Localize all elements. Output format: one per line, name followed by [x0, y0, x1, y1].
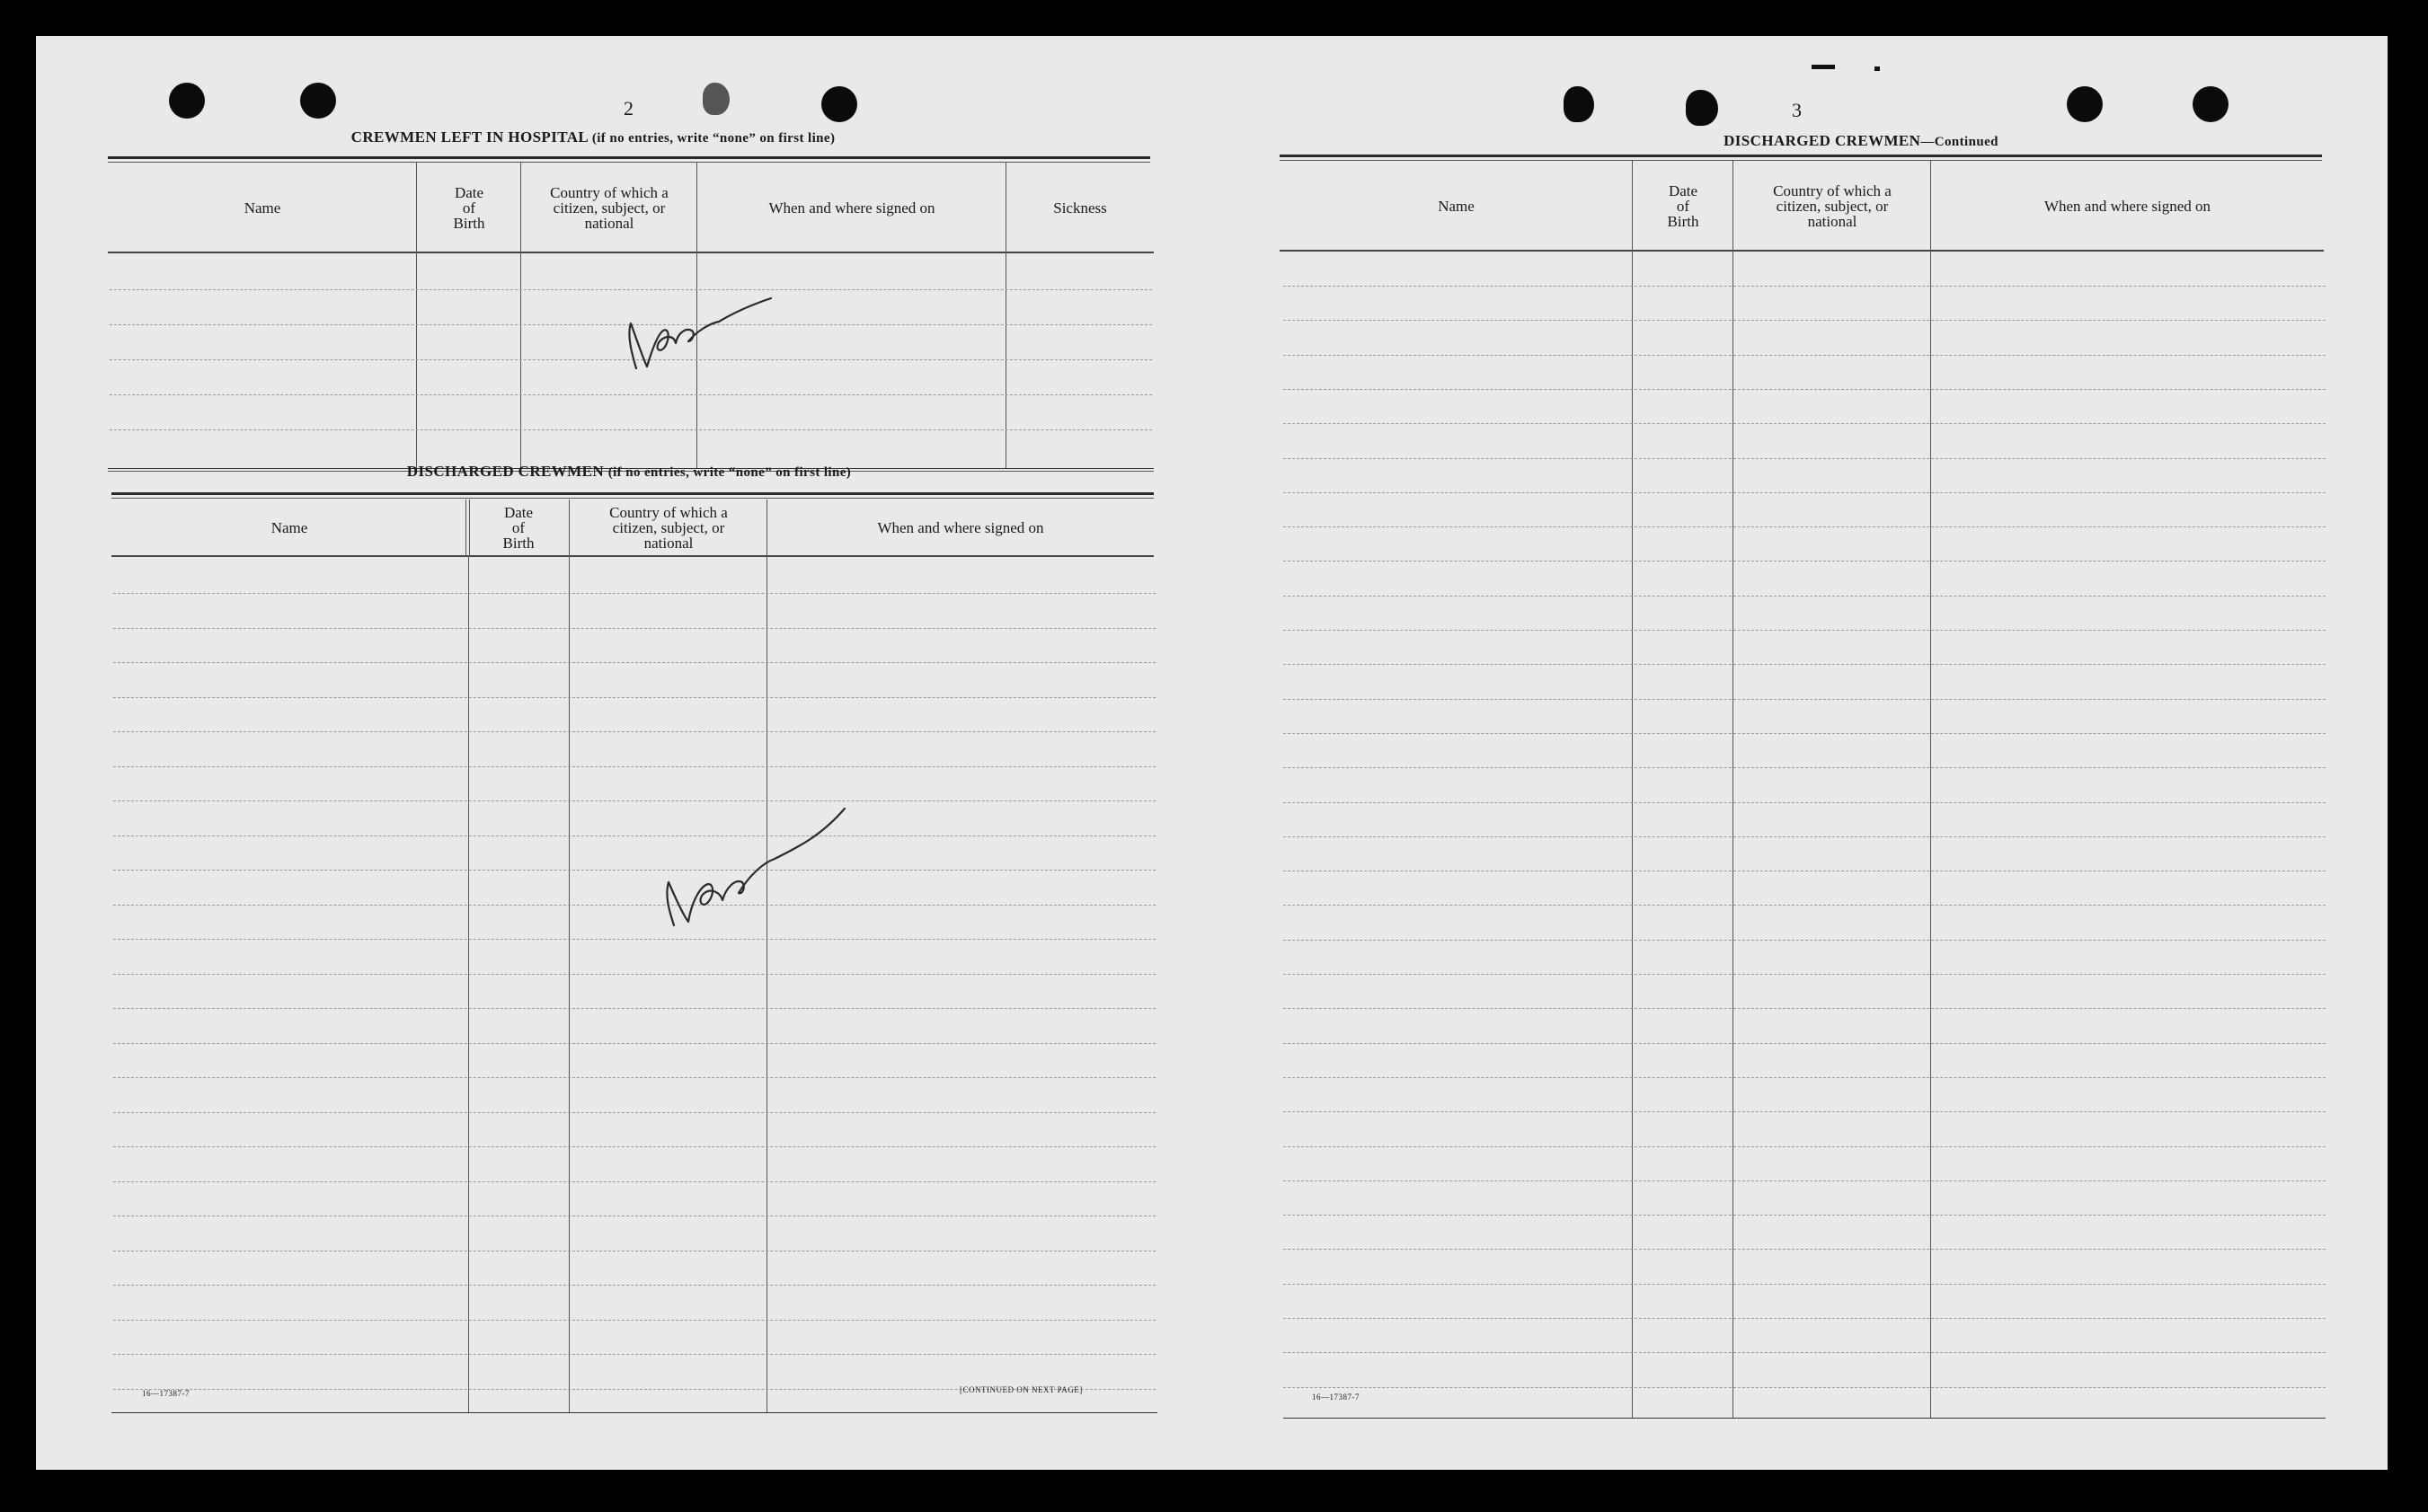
ruled-line — [113, 1285, 1156, 1286]
document-page — [36, 36, 2388, 1470]
ruled-line — [1283, 733, 2326, 734]
punch-hole — [1686, 90, 1718, 126]
column-header: When and where signed on — [877, 518, 1044, 536]
ruled-line — [1283, 630, 2326, 631]
discharged-section-title: DISCHARGED CREWMEN (if no entries, write “none” on first line) — [406, 463, 852, 480]
ruled-line — [1283, 596, 2326, 597]
ruled-line — [113, 870, 1156, 871]
ruled-line — [113, 974, 1156, 975]
ruled-line — [1283, 767, 2326, 768]
ruled-line — [113, 1043, 1156, 1044]
page-number: 3 — [1792, 99, 1802, 121]
ruled-line — [1283, 458, 2326, 459]
ruled-line — [113, 905, 1156, 906]
ruled-line — [1283, 1249, 2326, 1250]
handwritten-none — [611, 271, 791, 406]
column-header: Country of which a citizen, subject, or national — [1773, 181, 1892, 230]
ruled-line — [113, 1008, 1156, 1009]
ruled-line — [113, 800, 1156, 801]
ruled-line — [1283, 1318, 2326, 1319]
ruled-line — [113, 766, 1156, 767]
ruled-line — [1283, 1146, 2326, 1147]
ruled-line — [113, 697, 1156, 698]
ruled-line — [113, 1146, 1156, 1147]
punch-hole — [169, 83, 205, 119]
form-number: 16—17387-7 — [142, 1389, 190, 1398]
ruled-line — [113, 1181, 1156, 1182]
ruled-line — [1283, 1008, 2326, 1009]
ruled-line — [113, 1112, 1156, 1113]
punch-hole — [703, 83, 730, 115]
ruled-line — [1283, 423, 2326, 424]
column-header: Country of which a citizen, subject, or national — [609, 503, 728, 552]
ruled-line — [1283, 836, 2326, 837]
ruled-line — [1283, 286, 2326, 287]
ruled-line — [1283, 389, 2326, 390]
column-header: When and where signed on — [2043, 197, 2211, 215]
column-header: Date of Birth — [453, 183, 485, 232]
column-header: When and where signed on — [768, 199, 935, 217]
ruled-line — [113, 662, 1156, 663]
page-number: 2 — [624, 97, 634, 119]
discharged-continued-title: DISCHARGED CREWMEN—Continued — [1724, 132, 1998, 149]
ruled-line — [1283, 1284, 2326, 1285]
ruled-line — [110, 429, 1152, 430]
ruled-line — [1283, 1077, 2326, 1078]
ink-mark — [1812, 65, 1835, 69]
ruled-line — [1283, 320, 2326, 321]
column-header: Name — [244, 199, 281, 217]
column-header: Date of Birth — [1667, 181, 1699, 230]
ruled-line — [1283, 355, 2326, 356]
ruled-line — [1283, 1111, 2326, 1112]
ruled-line — [1283, 1043, 2326, 1044]
ruled-line — [113, 1320, 1156, 1321]
ruled-line — [113, 628, 1156, 629]
ruled-line — [1283, 526, 2326, 527]
punch-hole — [2067, 86, 2103, 122]
punch-hole — [2193, 86, 2229, 122]
column-header: Name — [1438, 197, 1475, 215]
ruled-line — [1283, 492, 2326, 493]
punch-hole — [1564, 86, 1594, 122]
ruled-line — [1283, 940, 2326, 941]
svg-text:None: None — [638, 390, 658, 400]
handwritten-none — [656, 764, 863, 943]
svg-text:None: None — [683, 933, 703, 942]
ruled-line — [1283, 905, 2326, 906]
punch-hole — [300, 83, 336, 119]
continued-note: [CONTINUED ON NEXT PAGE] — [960, 1385, 1083, 1394]
column-header: Country of which a citizen, subject, or national — [550, 183, 669, 232]
punch-hole — [821, 86, 857, 122]
ruled-line — [113, 939, 1156, 940]
ruled-line — [113, 731, 1156, 732]
ruled-line — [113, 1077, 1156, 1078]
ruled-line — [1283, 802, 2326, 803]
ruled-line — [1283, 699, 2326, 700]
column-header: Date of Birth — [502, 503, 535, 552]
column-header: Sickness — [1053, 199, 1107, 217]
ruled-line — [1283, 974, 2326, 975]
ruled-line — [1283, 1387, 2326, 1388]
ink-mark — [1874, 66, 1880, 71]
ruled-line — [1283, 1180, 2326, 1181]
ruled-line — [113, 593, 1156, 594]
column-header: Name — [270, 518, 308, 536]
ruled-line — [1283, 1352, 2326, 1353]
ruled-line — [1283, 1215, 2326, 1216]
ruled-line — [113, 1354, 1156, 1355]
form-number: 16—17387-7 — [1312, 1393, 1360, 1401]
ruled-line — [1283, 664, 2326, 665]
hospital-section-title: CREWMEN LEFT IN HOSPITAL (if no entries, write “none” on first line) — [350, 128, 836, 146]
